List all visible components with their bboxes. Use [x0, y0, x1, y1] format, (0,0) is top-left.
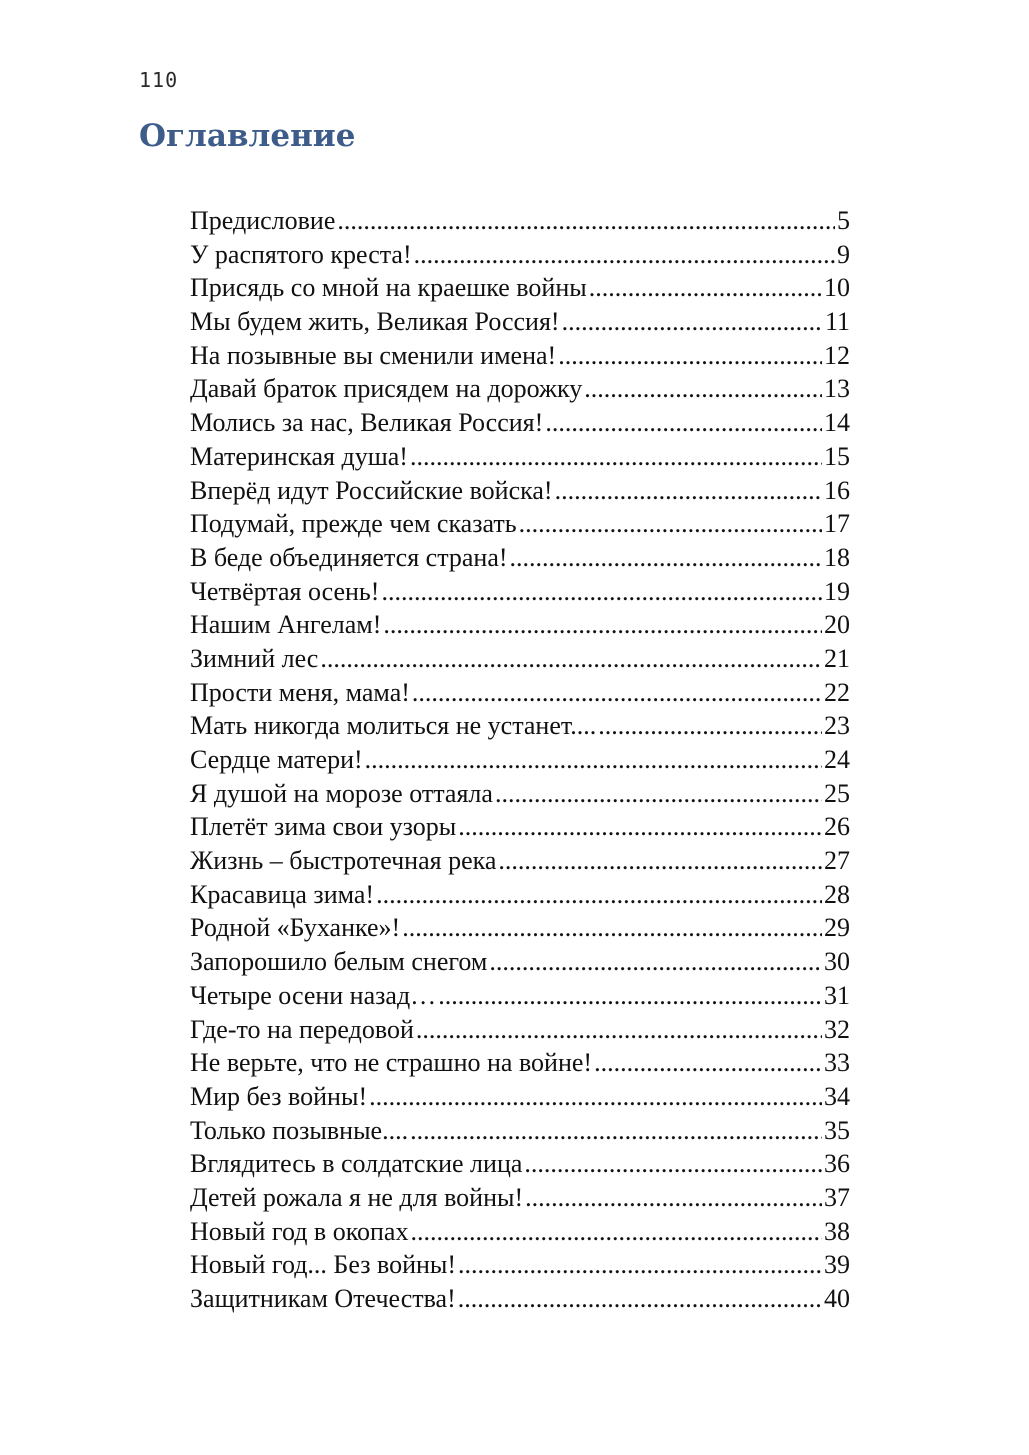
toc-entry-page-number: 39: [824, 1250, 850, 1280]
toc-dot-leader: [495, 779, 822, 809]
toc-entry-page-number: 11: [824, 307, 850, 337]
toc-entry: [190, 509, 850, 543]
toc-entry-title: Вглядитесь в солдатские лица: [190, 1149, 523, 1179]
toc-entry: [190, 610, 850, 644]
toc-dot-leader: [412, 678, 822, 708]
toc-entry-title: Мать никогда молиться не устанет....: [190, 711, 597, 741]
toc-dot-leader: [337, 206, 835, 236]
toc-entry-page-number: 38: [824, 1216, 850, 1246]
toc-entry-page-number: 10: [824, 273, 850, 303]
toc-entry-title: Где-то на передовой: [190, 1014, 414, 1044]
toc-entry: [190, 1082, 850, 1116]
toc-entry-title: Плетёт зима свои узоры: [190, 812, 457, 842]
toc-entry: [190, 745, 850, 779]
toc-entry-title: Новый год в окопах: [190, 1216, 409, 1246]
page-title: Оглавление: [139, 118, 356, 154]
toc-entry-page-number: 24: [824, 745, 850, 774]
toc-dot-leader: [545, 408, 822, 438]
toc-entry: [190, 644, 850, 678]
toc-entry: [190, 374, 850, 408]
toc-entry-title: Мир без войны!: [190, 1081, 368, 1111]
toc-entry-title: Подумай, прежде чем сказать: [190, 509, 517, 539]
toc-dot-leader: [525, 1183, 822, 1213]
toc-entry-title: Вперёд идут Российские войска!: [190, 475, 553, 505]
toc-dot-leader: [589, 273, 822, 303]
toc-dot-leader: [402, 913, 822, 943]
toc-entry: [190, 711, 850, 745]
toc-dot-leader: [584, 374, 822, 404]
toc-entry-page-number: 36: [824, 1149, 850, 1179]
toc-entry-page-number: 31: [824, 980, 850, 1010]
toc-entry-title: У распятого креста!: [190, 239, 412, 269]
toc-dot-leader: [410, 442, 822, 472]
toc-dot-leader: [489, 947, 822, 977]
toc-entry: [190, 476, 850, 510]
toc-dot-leader: [562, 307, 823, 337]
toc-entry-title: Присядь со мной на краешке войны: [190, 273, 587, 303]
toc-dot-leader: [376, 880, 822, 910]
toc-dot-leader: [594, 1048, 822, 1078]
toc-entry-page-number: 28: [824, 879, 850, 909]
toc-entry-title: Жизнь – быстротечная река: [190, 846, 497, 876]
toc-entry-title: Материнская душа!: [190, 441, 408, 471]
toc-entry-page-number: 22: [824, 677, 850, 707]
toc-entry-title: Я душой на морозе оттаяла: [190, 778, 493, 808]
toc-dot-leader: [498, 846, 822, 876]
toc-entry: [190, 543, 850, 577]
toc-entry-page-number: 29: [824, 913, 850, 943]
page-number: 110: [139, 68, 179, 92]
toc-entry: [190, 779, 850, 813]
toc-entry-title: Зимний лес: [190, 643, 319, 673]
toc-entry: [190, 981, 850, 1015]
toc-entry: [190, 1250, 850, 1284]
toc-entry: [190, 577, 850, 611]
toc-dot-leader: [381, 577, 822, 607]
toc-dot-leader: [414, 240, 835, 270]
toc-dot-leader: [458, 1250, 822, 1280]
toc-entry: [190, 880, 850, 914]
toc-dot-leader: [458, 1284, 822, 1314]
toc-dot-leader: [598, 711, 822, 741]
toc-dot-leader: [416, 1015, 822, 1045]
toc-entry-title: Предисловие: [190, 206, 336, 235]
toc-dot-leader: [365, 745, 822, 775]
toc-entry-page-number: 18: [824, 542, 850, 572]
toc-entry: [190, 1183, 850, 1217]
toc-entry-title: Новый год... Без войны!: [190, 1250, 457, 1280]
toc-entry-title: Прости меня, мама!: [190, 677, 410, 707]
toc-entry-title: Запорошило белым снегом: [190, 947, 488, 977]
toc-entry-title: Красавица зима!: [190, 879, 375, 909]
toc-entry-page-number: 23: [824, 711, 850, 741]
toc-dot-leader: [438, 981, 822, 1011]
toc-entry-page-number: 17: [824, 509, 850, 539]
toc-dot-leader: [369, 1082, 822, 1112]
toc-entry-title: Родной «Буханке»!: [190, 913, 401, 943]
toc-entry-title: Мы будем жить, Великая Россия!: [190, 307, 560, 337]
toc-entry-page-number: 30: [824, 947, 850, 977]
toc-entry-title: Нашим Ангелам!: [190, 610, 382, 640]
toc-entry-title: Не верьте, что не страшно на войне!: [190, 1048, 593, 1078]
toc-entry-title: Молись за нас, Великая Россия!: [190, 408, 544, 438]
toc-entry-page-number: 5: [837, 206, 850, 235]
toc-entry-title: В беде объединяется страна!: [190, 542, 508, 572]
toc-entry-page-number: 37: [824, 1182, 850, 1212]
toc-entry: [190, 1048, 850, 1082]
toc-entry: [190, 846, 850, 880]
toc-entry: [190, 812, 850, 846]
toc-entry: [190, 307, 850, 341]
toc-entry-page-number: 19: [824, 576, 850, 606]
toc-entry-page-number: 33: [824, 1048, 850, 1078]
toc-dot-leader: [524, 1149, 822, 1179]
toc-dot-leader: [555, 476, 822, 506]
toc-dot-leader: [320, 644, 822, 674]
toc-entry-page-number: 34: [824, 1081, 850, 1111]
toc-entry-page-number: 12: [824, 340, 850, 370]
toc-dot-leader: [410, 1217, 822, 1247]
toc-entry: [190, 1284, 850, 1318]
toc-entry-title: Четвёртая осень!: [190, 576, 380, 606]
toc-entry-page-number: 32: [824, 1014, 850, 1044]
toc-entry-page-number: 25: [824, 778, 850, 808]
toc-entry-title: На позывные вы сменили имена!: [190, 340, 557, 370]
toc-entry: [190, 1217, 850, 1251]
toc-entry: [190, 1015, 850, 1049]
toc-entry-page-number: 27: [824, 846, 850, 876]
toc-dot-leader: [558, 341, 822, 371]
toc-dot-leader: [410, 1116, 822, 1146]
toc-entry: [190, 273, 850, 307]
toc-entry: [190, 1149, 850, 1183]
toc-entry-page-number: 14: [824, 408, 850, 438]
toc-entry: [190, 408, 850, 442]
toc-entry-page-number: 15: [824, 441, 850, 471]
toc-entry: [190, 442, 850, 476]
toc-entry-page-number: 26: [824, 812, 850, 842]
toc-entry-title: Четыре осени назад…: [190, 980, 437, 1010]
toc-entry: [190, 206, 850, 240]
toc-entry-title: Детей рожала я не для войны!: [190, 1182, 524, 1212]
toc-entry-page-number: 13: [824, 374, 850, 404]
toc-dot-leader: [519, 509, 822, 539]
toc-entry-title: Только позывные....: [190, 1115, 409, 1145]
toc-entry-page-number: 9: [837, 239, 850, 269]
toc-entry: [190, 341, 850, 375]
toc-entry-title: Сердце матери!: [190, 745, 363, 774]
toc-entry-title: Давай браток присядем на дорожку: [190, 374, 583, 404]
toc-entry: [190, 240, 850, 274]
toc-entry: [190, 947, 850, 981]
toc-entry-page-number: 40: [824, 1284, 850, 1313]
toc-entry-page-number: 35: [824, 1115, 850, 1145]
toc-entry-page-number: 16: [824, 475, 850, 505]
toc-dot-leader: [510, 543, 822, 573]
toc-dot-leader: [383, 610, 822, 640]
toc-entry-page-number: 20: [824, 610, 850, 640]
table-of-contents: [190, 206, 850, 1318]
toc-entry-title: Защитникам Отечества!: [190, 1284, 456, 1313]
toc-entry-page-number: 21: [824, 643, 850, 673]
toc-entry: [190, 1116, 850, 1150]
toc-dot-leader: [458, 812, 822, 842]
toc-entry: [190, 913, 850, 947]
toc-entry: [190, 678, 850, 712]
